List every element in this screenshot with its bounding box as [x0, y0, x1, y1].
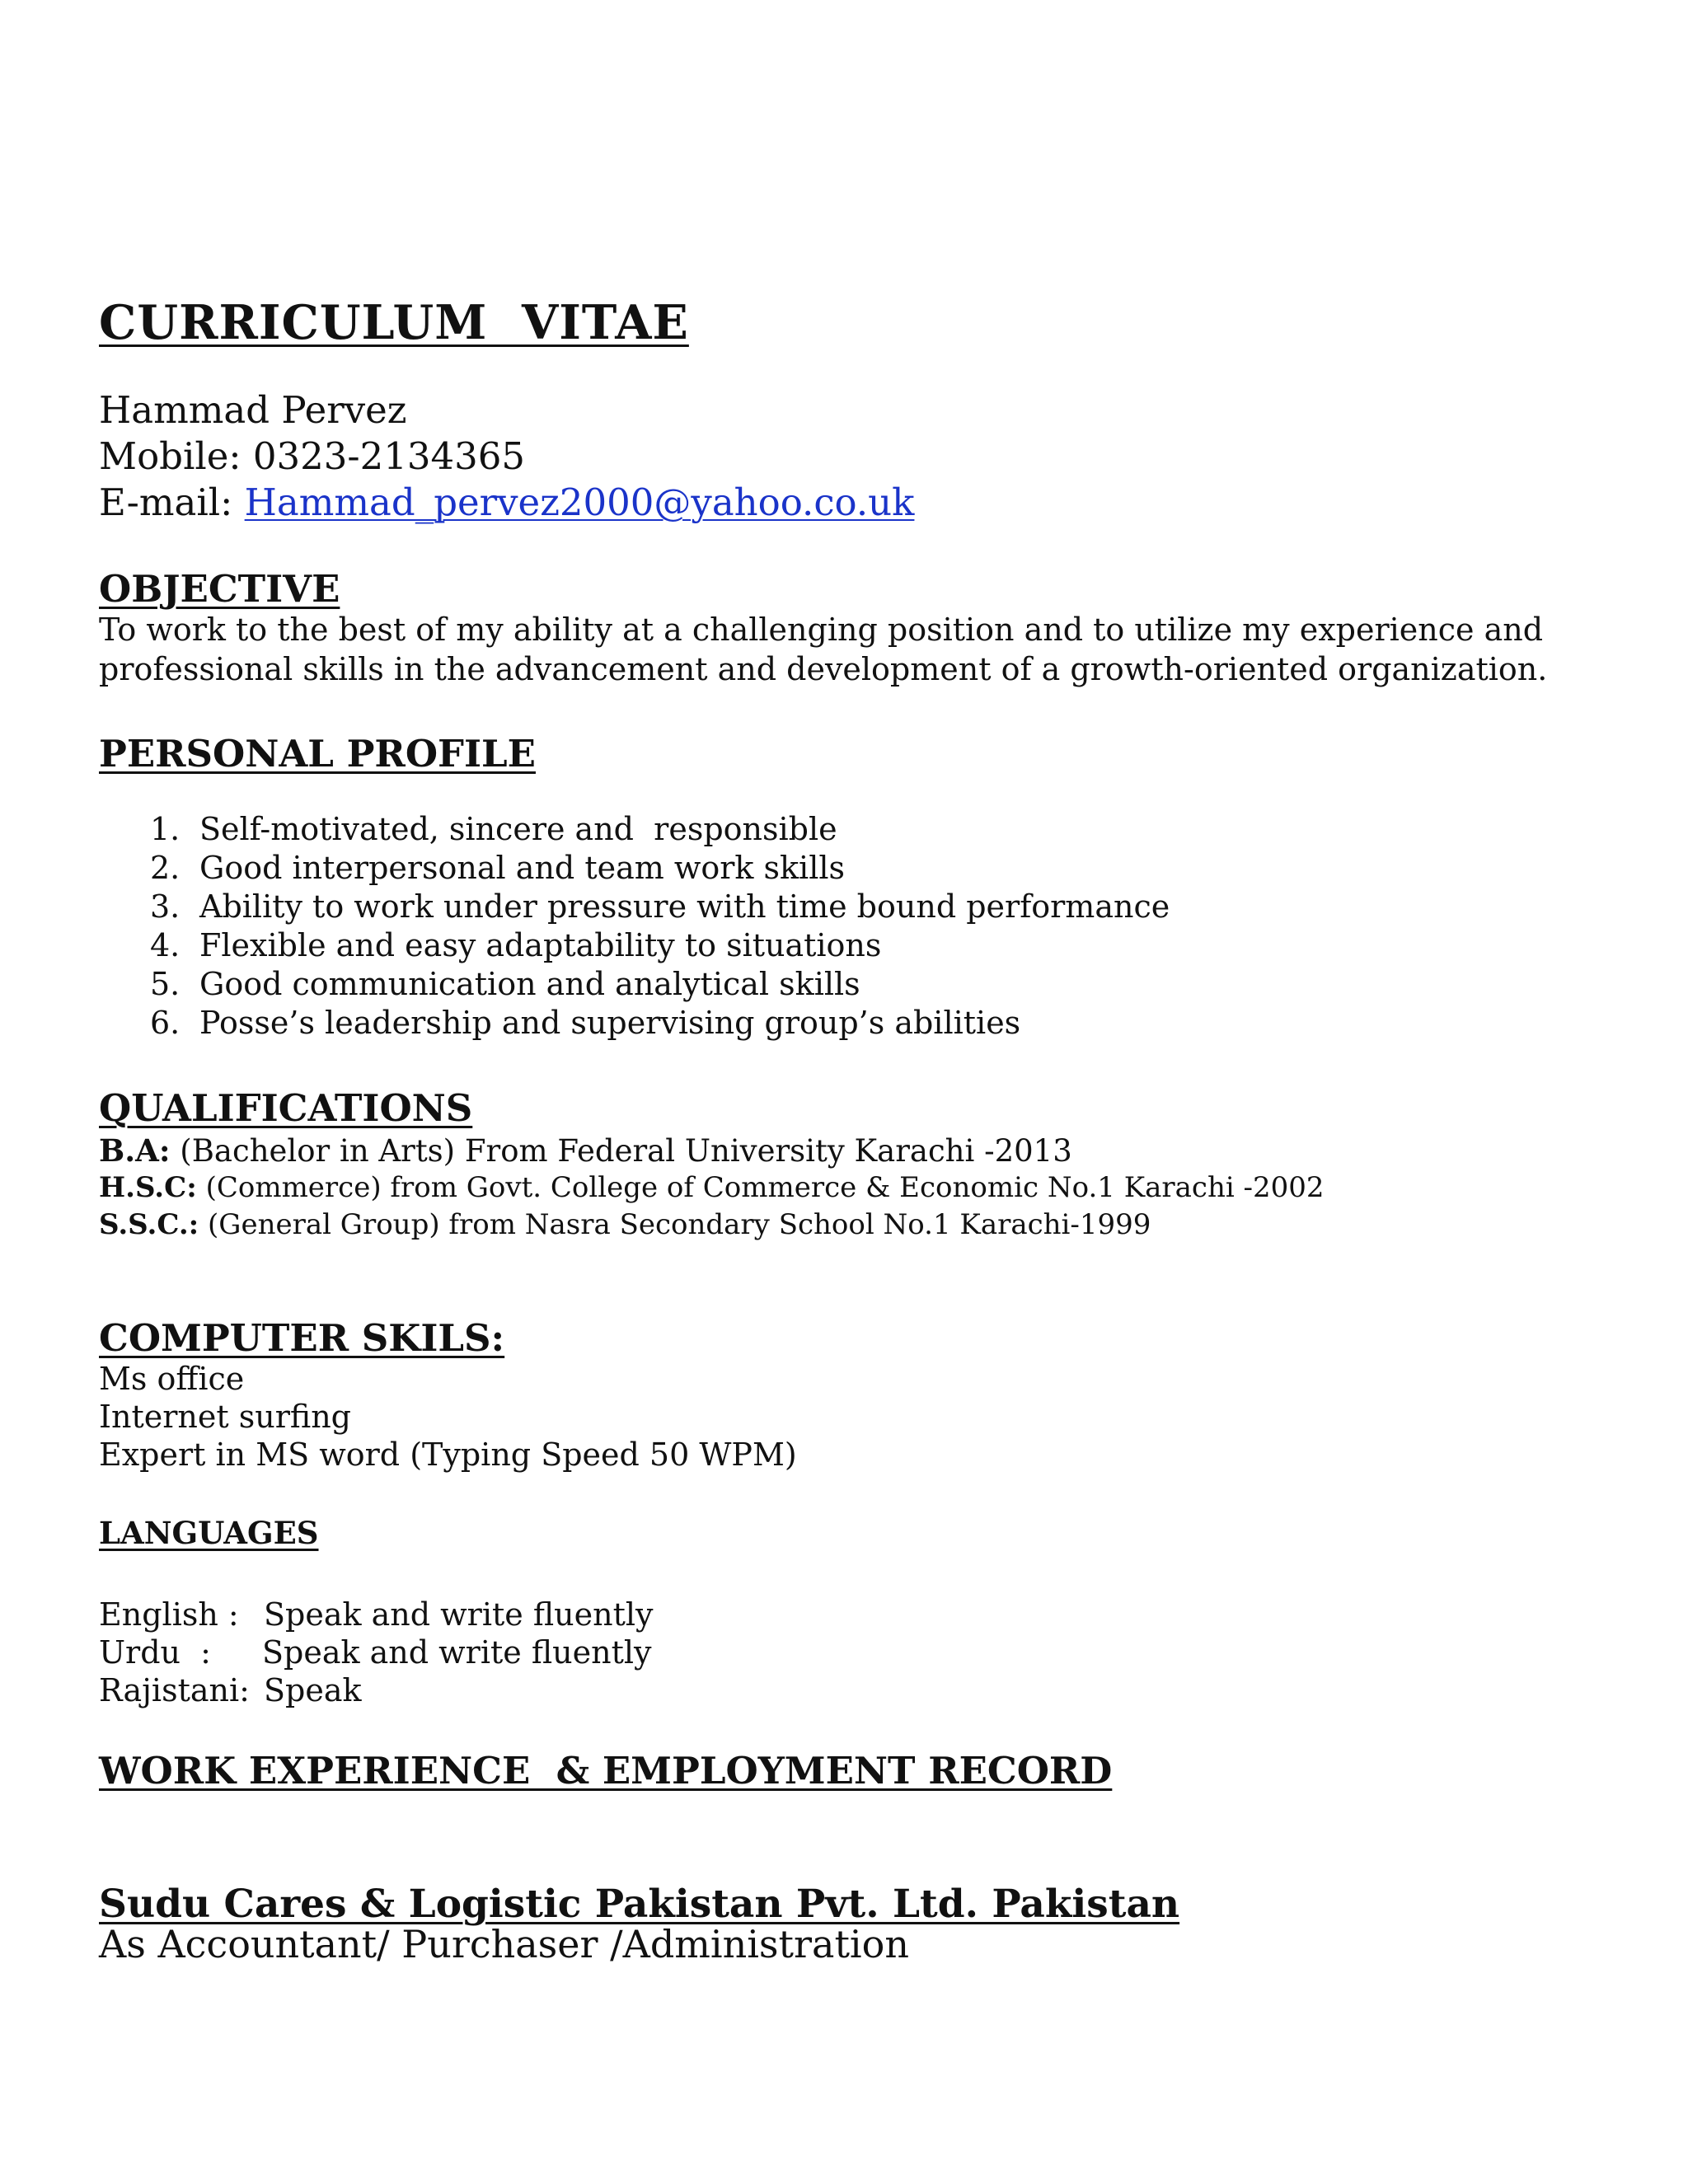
list-item: Ms office [99, 1361, 245, 1397]
computer-skills-heading: COMPUTER SKILS: [99, 1316, 505, 1360]
objective-heading: OBJECTIVE [99, 567, 340, 611]
list-item: 1. Self-motivated, sincere and responsible [150, 811, 837, 847]
mobile-label: Mobile: [99, 434, 253, 478]
qualification-row: H.S.C: (Commerce) from Govt. College of Commerce & Economic No.1 Karachi -2002 [99, 1171, 1325, 1204]
work-experience-heading: WORK EXPERIENCE & EMPLOYMENT RECORD [99, 1749, 1113, 1793]
qualification-row: S.S.C.: (General Group) from Nasra Secondary School No.1 Karachi-1999 [99, 1208, 1151, 1241]
languages-heading: LANGUAGES [99, 1515, 319, 1551]
email-link[interactable]: Hammad_pervez2000@yahoo.co.uk [244, 480, 915, 524]
cv-title: CURRICULUM VITAE [99, 295, 689, 350]
objective-text [99, 610, 1599, 689]
objective-line-2: professional skills in the advancement and development of a growth-oriented organization. [99, 651, 1548, 687]
mobile-line [99, 434, 914, 480]
list-item: 6. Posse’s leadership and supervising group’s abilities [150, 1005, 1021, 1041]
list-item: 5. Good communication and analytical skills [150, 966, 860, 1002]
personal-profile-list [99, 810, 1170, 1043]
email-label: E-mail: [99, 480, 245, 524]
personal-profile-heading: PERSONAL PROFILE [99, 732, 536, 776]
qualifications-list [99, 1132, 1325, 1244]
list-item: 4. Flexible and easy adaptability to situations [150, 927, 882, 963]
list-item: Internet surfing [99, 1399, 352, 1435]
contact-block [99, 387, 914, 526]
list-item: Expert in MS word (Typing Speed 50 WPM) [99, 1436, 797, 1473]
email-line [99, 480, 914, 526]
computer-skills-list [99, 1360, 797, 1474]
qualifications-heading: QUALIFICATIONS [99, 1086, 473, 1130]
mobile-number: 0323-2134365 [252, 434, 525, 478]
cv-page: CURRICULUM VITAE Hammad Pervez Mobile: 0323-2134365 E-mail: Hammad_pervez2000@yahoo.co.uk OBJECTIVE To work to the best of my ability at a challenging position and to utilize my experience and professional skills in the advancement and development of a growth-oriented organization. PERSONAL PROFILE 1. Self-motivated, sincere and responsible 2. Good interpersonal and team work skills 3. Ability to work under pressure with time bound performance 4. Flexible and easy adaptability to situations 5. Good communication and analytical skills 6. Posse’s leadership and supervising group’s abilities QUALIFICATIONS B.A: (Bachelor in Arts) From Federal University Karachi -2013 H.S.C: (Commerce) from Govt. College of Commerce & Economic No.1 Karachi -2002 S.S.C.: (General Group) from Nasra Secondary School No.1 Karachi-1999 COMPUTER SKILS: Ms office Internet surfing Expert in MS word (Typing Speed 50 WPM) LANGUAGES English : Speak and write fluently Urdu : Speak and write fluently Rajistani: Speak WORK EXPERIENCE & EMPLOYMENT RECORD Sudu Cares & Logistic Pakistan Pvt. Ltd. Pakistan As Accountant/ Purchaser /Administration [99, 0, 1599, 2184]
objective-line-1: To work to the best of my ability at a challenging position and to utilize my experience and [99, 612, 1544, 648]
qualification-row: B.A: (Bachelor in Arts) From Federal University Karachi -2013 [99, 1132, 1072, 1169]
list-item: 2. Good interpersonal and team work skills [150, 850, 846, 886]
list-item: 3. Ability to work under pressure with time bound performance [150, 888, 1170, 925]
company-name: Sudu Cares & Logistic Pakistan Pvt. Ltd. Pakistan [99, 1882, 1180, 1927]
job-role: As Accountant/ Purchaser /Administration [99, 1922, 909, 1966]
applicant-name: Hammad Pervez [99, 388, 407, 432]
